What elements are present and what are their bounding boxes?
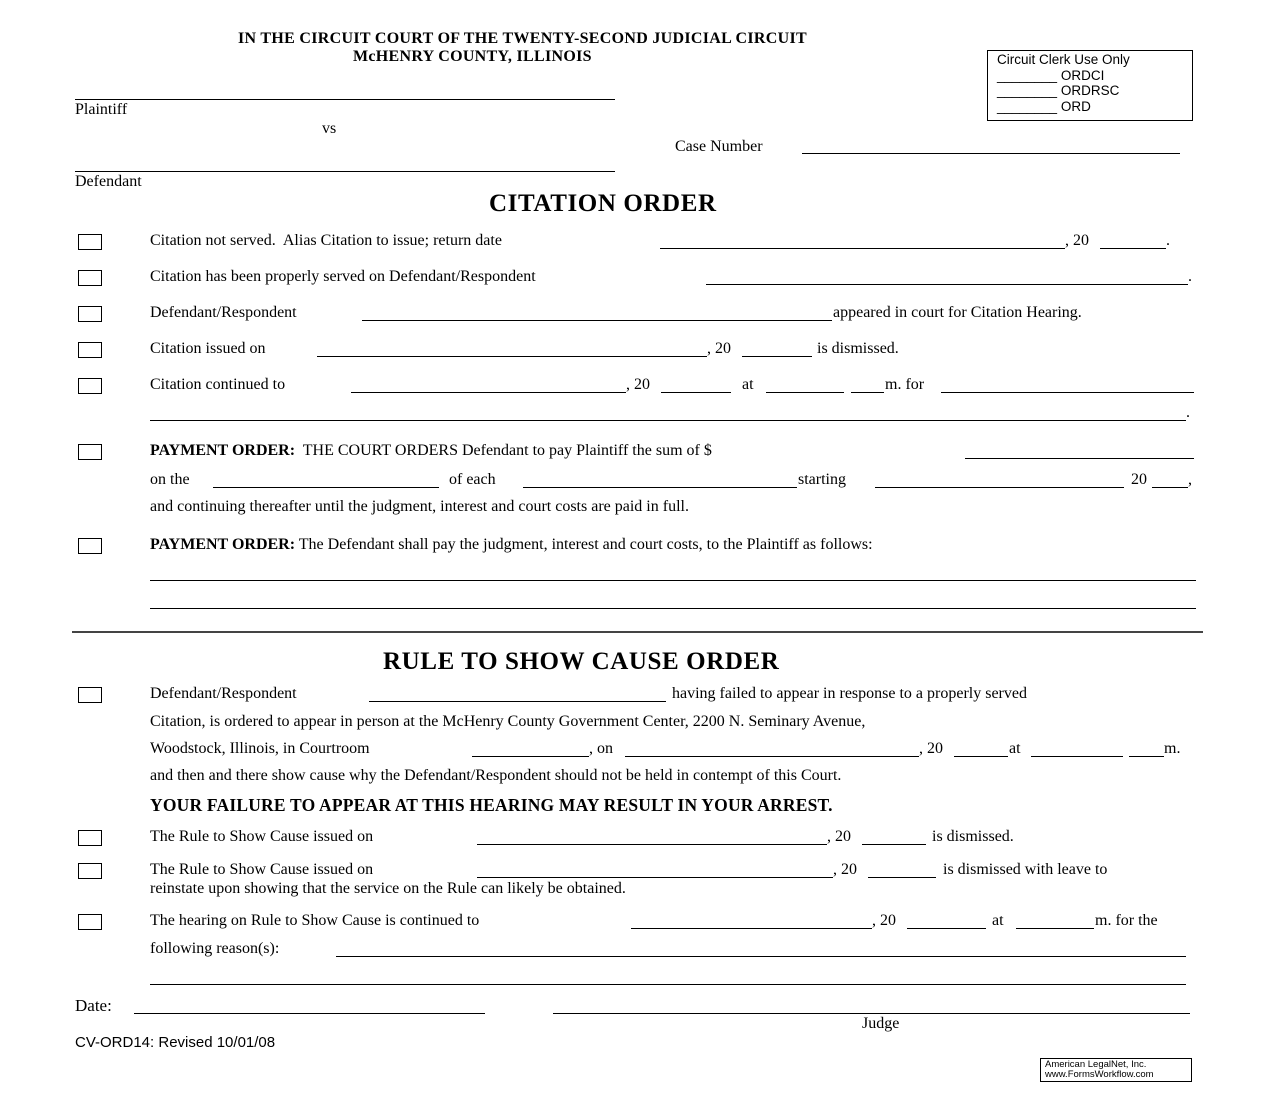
rule-reason-line-2[interactable]: [150, 984, 1186, 985]
period: .: [1166, 232, 1170, 249]
logo-line-1: American LegalNet, Inc.: [1045, 1059, 1147, 1070]
clerk-use-box: [987, 50, 1193, 121]
arrest-warning: YOUR FAILURE TO APPEAR AT THIS HEARING MAY RESULT IN YOUR ARREST.: [150, 795, 833, 815]
legalnet-logo: [1040, 1058, 1192, 1082]
payment-sum-line[interactable]: [965, 458, 1194, 459]
rule-leave-reinstate: reinstate upon showing that the service on the Rule can likely be obtained.: [150, 880, 626, 897]
period: .: [1188, 268, 1192, 285]
return-year-line[interactable]: [1100, 248, 1166, 249]
vs-label: vs: [322, 120, 337, 137]
rule-reason-line-1[interactable]: [336, 956, 1186, 957]
issued-on-line[interactable]: [317, 356, 707, 357]
continued-year-line[interactable]: [661, 392, 731, 393]
checkbox-payment-order-2[interactable]: [78, 538, 102, 554]
checkbox-rule-dismissed[interactable]: [78, 830, 102, 846]
hearing-date-line[interactable]: [625, 756, 919, 757]
dismissed-label: Citation issued on: [150, 340, 266, 357]
rule-leave-text: is dismissed with leave to: [943, 861, 1108, 878]
date-label: Date:: [75, 996, 112, 1015]
continued-reason-line[interactable]: [941, 392, 1194, 393]
rule-appear-text: Citation, is ordered to appear in person at the McHenry County Government Center, 2200 N. Seminary Avenue,: [150, 713, 866, 730]
appeared-text: appeared in court for Citation Hearing.: [833, 304, 1082, 321]
continued-at: at: [742, 376, 754, 393]
appeared-label: Defendant/Respondent: [150, 304, 297, 321]
rule-at-label: at: [1009, 740, 1021, 757]
continued-reason-line-2[interactable]: [150, 420, 1186, 421]
payment-terms-line-1[interactable]: [150, 580, 1196, 581]
comma: ,: [1188, 471, 1192, 488]
rule-show-cause-text: and then and there show cause why the Defendant/Respondent should not be held in contempt of this Court.: [150, 767, 842, 784]
rule-reasons-label: following reason(s):: [150, 940, 280, 957]
plaintiff-label: Plaintiff: [75, 101, 128, 118]
rule-continued-time-line[interactable]: [1016, 928, 1094, 929]
rule-leave-year-line[interactable]: [868, 877, 936, 878]
payment-starting: starting: [798, 471, 846, 488]
checkbox-appeared[interactable]: [78, 306, 102, 322]
judge-label: Judge: [862, 1015, 900, 1032]
rule-continued-year-line[interactable]: [907, 928, 986, 929]
checkbox-failed-to-appear[interactable]: [78, 687, 102, 703]
courtroom-line[interactable]: [472, 756, 589, 757]
rule-continued-year: , 20: [872, 912, 896, 929]
rule-defendant-line[interactable]: [369, 701, 666, 702]
case-number-label: Case Number: [675, 138, 763, 155]
rule-defendant-label: Defendant/Respondent: [150, 685, 297, 702]
rule-order-title: RULE TO SHOW CAUSE ORDER: [383, 648, 780, 675]
rule-dismissed-year-line[interactable]: [862, 844, 926, 845]
properly-served-text: Citation has been properly served on Defendant/Respondent: [150, 268, 536, 285]
rule-dismissed-year: , 20: [827, 828, 851, 845]
citation-order-title: CITATION ORDER: [489, 190, 717, 217]
judge-signature-line[interactable]: [553, 1013, 1190, 1014]
issued-year-line[interactable]: [742, 356, 812, 357]
rule-dismissed-date-line[interactable]: [477, 844, 827, 845]
payment-start-line[interactable]: [875, 487, 1124, 488]
payment-order-1-body: THE COURT ORDERS Defendant to pay Plaintiff the sum of $: [302, 442, 712, 459]
section-divider: [72, 631, 1203, 633]
rule-m-label: m.: [1164, 740, 1181, 757]
court-heading: IN THE CIRCUIT COURT OF THE TWENTY-SECOND JUDICIAL CIRCUIT: [238, 30, 807, 47]
continued-label: Citation continued to: [150, 376, 286, 393]
not-served-year: , 20: [1065, 232, 1089, 249]
rule-leave-year: , 20: [833, 861, 857, 878]
hearing-ampm-line[interactable]: [1129, 756, 1164, 757]
payment-continuing: and continuing thereafter until the judgment, interest and court costs are paid in full.: [150, 498, 689, 515]
checkbox-rule-dismissed-leave[interactable]: [78, 863, 102, 879]
clerk-item-ord[interactable]: ________ ORD: [997, 98, 1091, 114]
period: .: [1186, 404, 1190, 421]
clerk-box-title: Circuit Clerk Use Only: [997, 52, 1130, 67]
rule-continued-at: at: [992, 912, 1004, 929]
checkbox-payment-order-1[interactable]: [78, 444, 102, 460]
payment-terms-line-2[interactable]: [150, 608, 1196, 609]
plaintiff-line[interactable]: [75, 99, 615, 100]
rule-leave-date-line[interactable]: [477, 877, 833, 878]
rule-courtroom-label: Woodstock, Illinois, in Courtroom: [150, 740, 370, 757]
checkbox-properly-served[interactable]: [78, 270, 102, 286]
county-heading: McHENRY COUNTY, ILLINOIS: [353, 48, 592, 65]
continued-ampm-line[interactable]: [851, 392, 884, 393]
payment-year-line[interactable]: [1152, 487, 1188, 488]
defendant-label: Defendant: [75, 173, 142, 190]
payment-order-2-text: [150, 536, 873, 554]
clerk-item-ordci[interactable]: ________ ORDCI: [997, 67, 1105, 83]
rule-continued-label: The hearing on Rule to Show Cause is continued to: [150, 912, 480, 929]
payment-order-2-body: The Defendant shall pay the judgment, interest and court costs, to the Plaintiff as follows:: [298, 536, 873, 553]
rule-dismissed-text: is dismissed.: [932, 828, 1014, 845]
payment-order-1-text: [150, 442, 712, 460]
rule-year-label: , 20: [919, 740, 943, 757]
not-served-text: Citation not served. Alias Citation to issue; return date: [150, 232, 502, 249]
rule-continued-date-line[interactable]: [631, 928, 872, 929]
defendant-line[interactable]: [75, 171, 615, 172]
clerk-item-ordrsc[interactable]: ________ ORDRSC: [997, 83, 1120, 98]
rule-leave-label: The Rule to Show Cause issued on: [150, 861, 374, 878]
served-defendant-line[interactable]: [706, 284, 1188, 285]
dismissed-year: , 20: [707, 340, 731, 357]
checkbox-dismissed[interactable]: [78, 342, 102, 358]
payment-on-the: on the: [150, 471, 190, 488]
continued-year: , 20: [626, 376, 650, 393]
rule-on-label: , on: [589, 740, 613, 757]
case-number-line[interactable]: [802, 153, 1180, 154]
payment-period-line[interactable]: [523, 487, 797, 488]
continued-time-line[interactable]: [766, 392, 844, 393]
payment-20: 20: [1131, 471, 1147, 488]
dismissed-text: is dismissed.: [817, 340, 899, 357]
logo-line-2: www.FormsWorkflow.com: [1045, 1069, 1154, 1080]
payment-order-1-label: PAYMENT ORDER:: [150, 442, 296, 459]
continued-date-line[interactable]: [351, 392, 626, 393]
checkbox-not-served[interactable]: [78, 234, 102, 250]
hearing-time-line[interactable]: [1031, 756, 1123, 757]
payment-day-line[interactable]: [213, 487, 439, 488]
appeared-defendant-line[interactable]: [362, 320, 832, 321]
rule-dismissed-label: The Rule to Show Cause issued on: [150, 828, 374, 845]
hearing-year-line[interactable]: [954, 756, 1008, 757]
checkbox-rule-continued[interactable]: [78, 914, 102, 930]
rule-continued-for: m. for the: [1095, 912, 1158, 929]
continued-for: m. for: [885, 376, 925, 393]
payment-order-2-label: PAYMENT ORDER:: [150, 536, 296, 553]
rule-failed-text: having failed to appear in response to a properly served: [672, 685, 1027, 702]
return-date-line[interactable]: [660, 248, 1065, 249]
checkbox-continued[interactable]: [78, 378, 102, 394]
payment-of-each: of each: [449, 471, 496, 488]
date-line[interactable]: [134, 1013, 485, 1014]
form-id: CV-ORD14: Revised 10/01/08: [75, 1034, 276, 1051]
